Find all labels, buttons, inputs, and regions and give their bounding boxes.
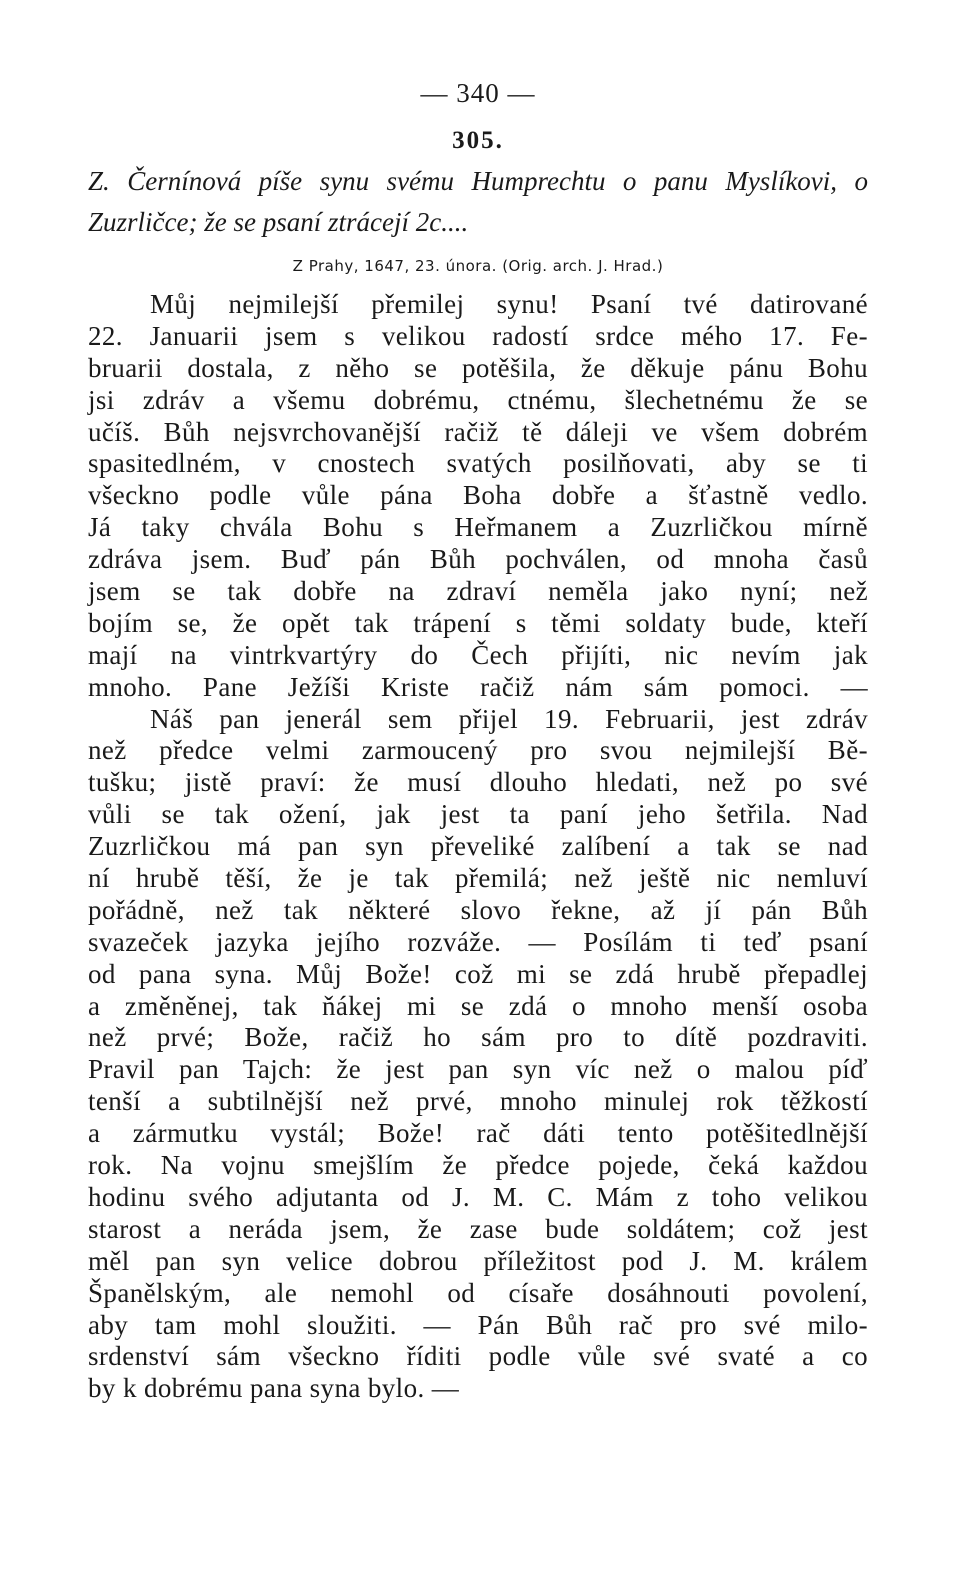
text-line: učíš. Bůh nejsvrchovanější račiž tě dáleji ve všem dobrém <box>88 416 868 447</box>
text-line: a změněnej, tak ňákej mi se zdá o mnoho menší osoba <box>88 990 868 1021</box>
text-line: Náš pan jenerál sem přijel 19. Februarii, jest zdráv <box>150 703 868 734</box>
text-line: tušku; jistě praví: že musí dlouho hledati, než po své <box>88 767 868 798</box>
text-line: 22. Januarii jsem s velikou radostí srdce mého 17. Fe- <box>88 320 868 351</box>
text-line: mnoho. Pane Ježíši Kriste račiž nám sám pomoci. — <box>88 671 868 702</box>
text-line: srdenství sám všeckno říditi podle vůle své svaté a co <box>88 1341 868 1372</box>
text-line: a zármutku vystál; Bože! rač dáti tento potěšitedlnější <box>88 1118 868 1149</box>
text-line: jsi zdráv a všemu dobrému, ctnému, šlechetnému že se <box>88 384 868 415</box>
text-line: Zuzrličkou má pan syn převeliké zalíbení a tak se nad <box>88 831 868 862</box>
text-line: Španělským, ale nemohl od císaře dosáhnouti povolení, <box>88 1277 868 1308</box>
text-line: pořádně, než tak některé slovo řekne, až jí pán Bůh <box>88 894 868 925</box>
text-line: bojím se, že opět tak trápení s těmi soldaty bude, kteří <box>88 607 868 638</box>
source-note: Z Prahy, 1647, 23. února. (Orig. arch. J. Hrad.) <box>292 257 664 275</box>
text-line: zdráva jsem. Buď pán Bůh pochválen, od mnoha časů <box>88 544 868 575</box>
text-line: Já taky chvála Bohu s Heřmanem a Zuzrličkou mírně <box>88 512 868 543</box>
letter-title: Z. Černínová píše synu svému Humprechtu o panu Myslíkovi, o Zuzrličce; že se psaní ztrácejí 2c.... <box>88 166 868 237</box>
text-line: Pravil pan Tajch: že jest pan syn víc než o malou píď <box>88 1054 868 1085</box>
text-line: svazeček jazyka jejího rozváže. — Posílám ti teď psaní <box>88 926 868 957</box>
text-line: by k dobrému pana syna bylo. — <box>88 1373 460 1404</box>
text-line: aby tam mohl sloužiti. — Pán Bůh rač pro své milo- <box>88 1309 868 1340</box>
text-line: Můj nejmilejší přemilej synu! Psaní tvé datirované <box>150 289 868 319</box>
document-page <box>88 78 868 1405</box>
text-line: než prvé; Bože, račiž ho sám pro to dítě pozdraviti. <box>88 1022 868 1053</box>
text-line: bruarii dostala, z něho se potěšila, že děkuje pánu Bohu <box>88 352 868 383</box>
text-line: starost a neráda jsem, že zase bude soldátem; což jest <box>88 1213 868 1244</box>
text-line: hodinu svého adjutanta od J. M. C. Mám z toho velikou <box>88 1181 868 1212</box>
letter-body <box>88 289 868 1405</box>
letter-number: 305. <box>452 127 504 154</box>
text-line: spasitedlném, v cnostech svatých posilňovati, aby se ti <box>88 448 868 479</box>
text-line: všeckno podle vůle pána Boha dobře a šťastně vedlo. <box>88 480 868 511</box>
text-line: tenší a subtilnější než prvé, mnoho minulej rok těžkostí <box>88 1086 868 1117</box>
page-number: — 340 — <box>420 78 536 108</box>
text-line: ní hrubě těší, že je tak přemilá; než ještě nic nemluví <box>88 863 868 894</box>
text-line: než předce velmi zarmoucený pro svou nejmilejší Bě- <box>88 735 868 766</box>
text-line: mají na vintrkvartýry do Čech přijíti, nic nevím jak <box>88 639 868 670</box>
text-line: od pana syna. Můj Bože! což mi se zdá hrubě přepadlej <box>88 958 868 989</box>
text-line: rok. Na vojnu smejšlím že předce pojede, čeká každou <box>88 1150 868 1181</box>
text-line: vůli se tak ožení, jak jest ta paní jeho šetřila. Nad <box>88 799 868 830</box>
text-line: měl pan syn velice dobrou příležitost pod J. M. králem <box>88 1245 868 1276</box>
text-line: jsem se tak dobře na zdraví neměla jako nyní; než <box>88 576 868 607</box>
